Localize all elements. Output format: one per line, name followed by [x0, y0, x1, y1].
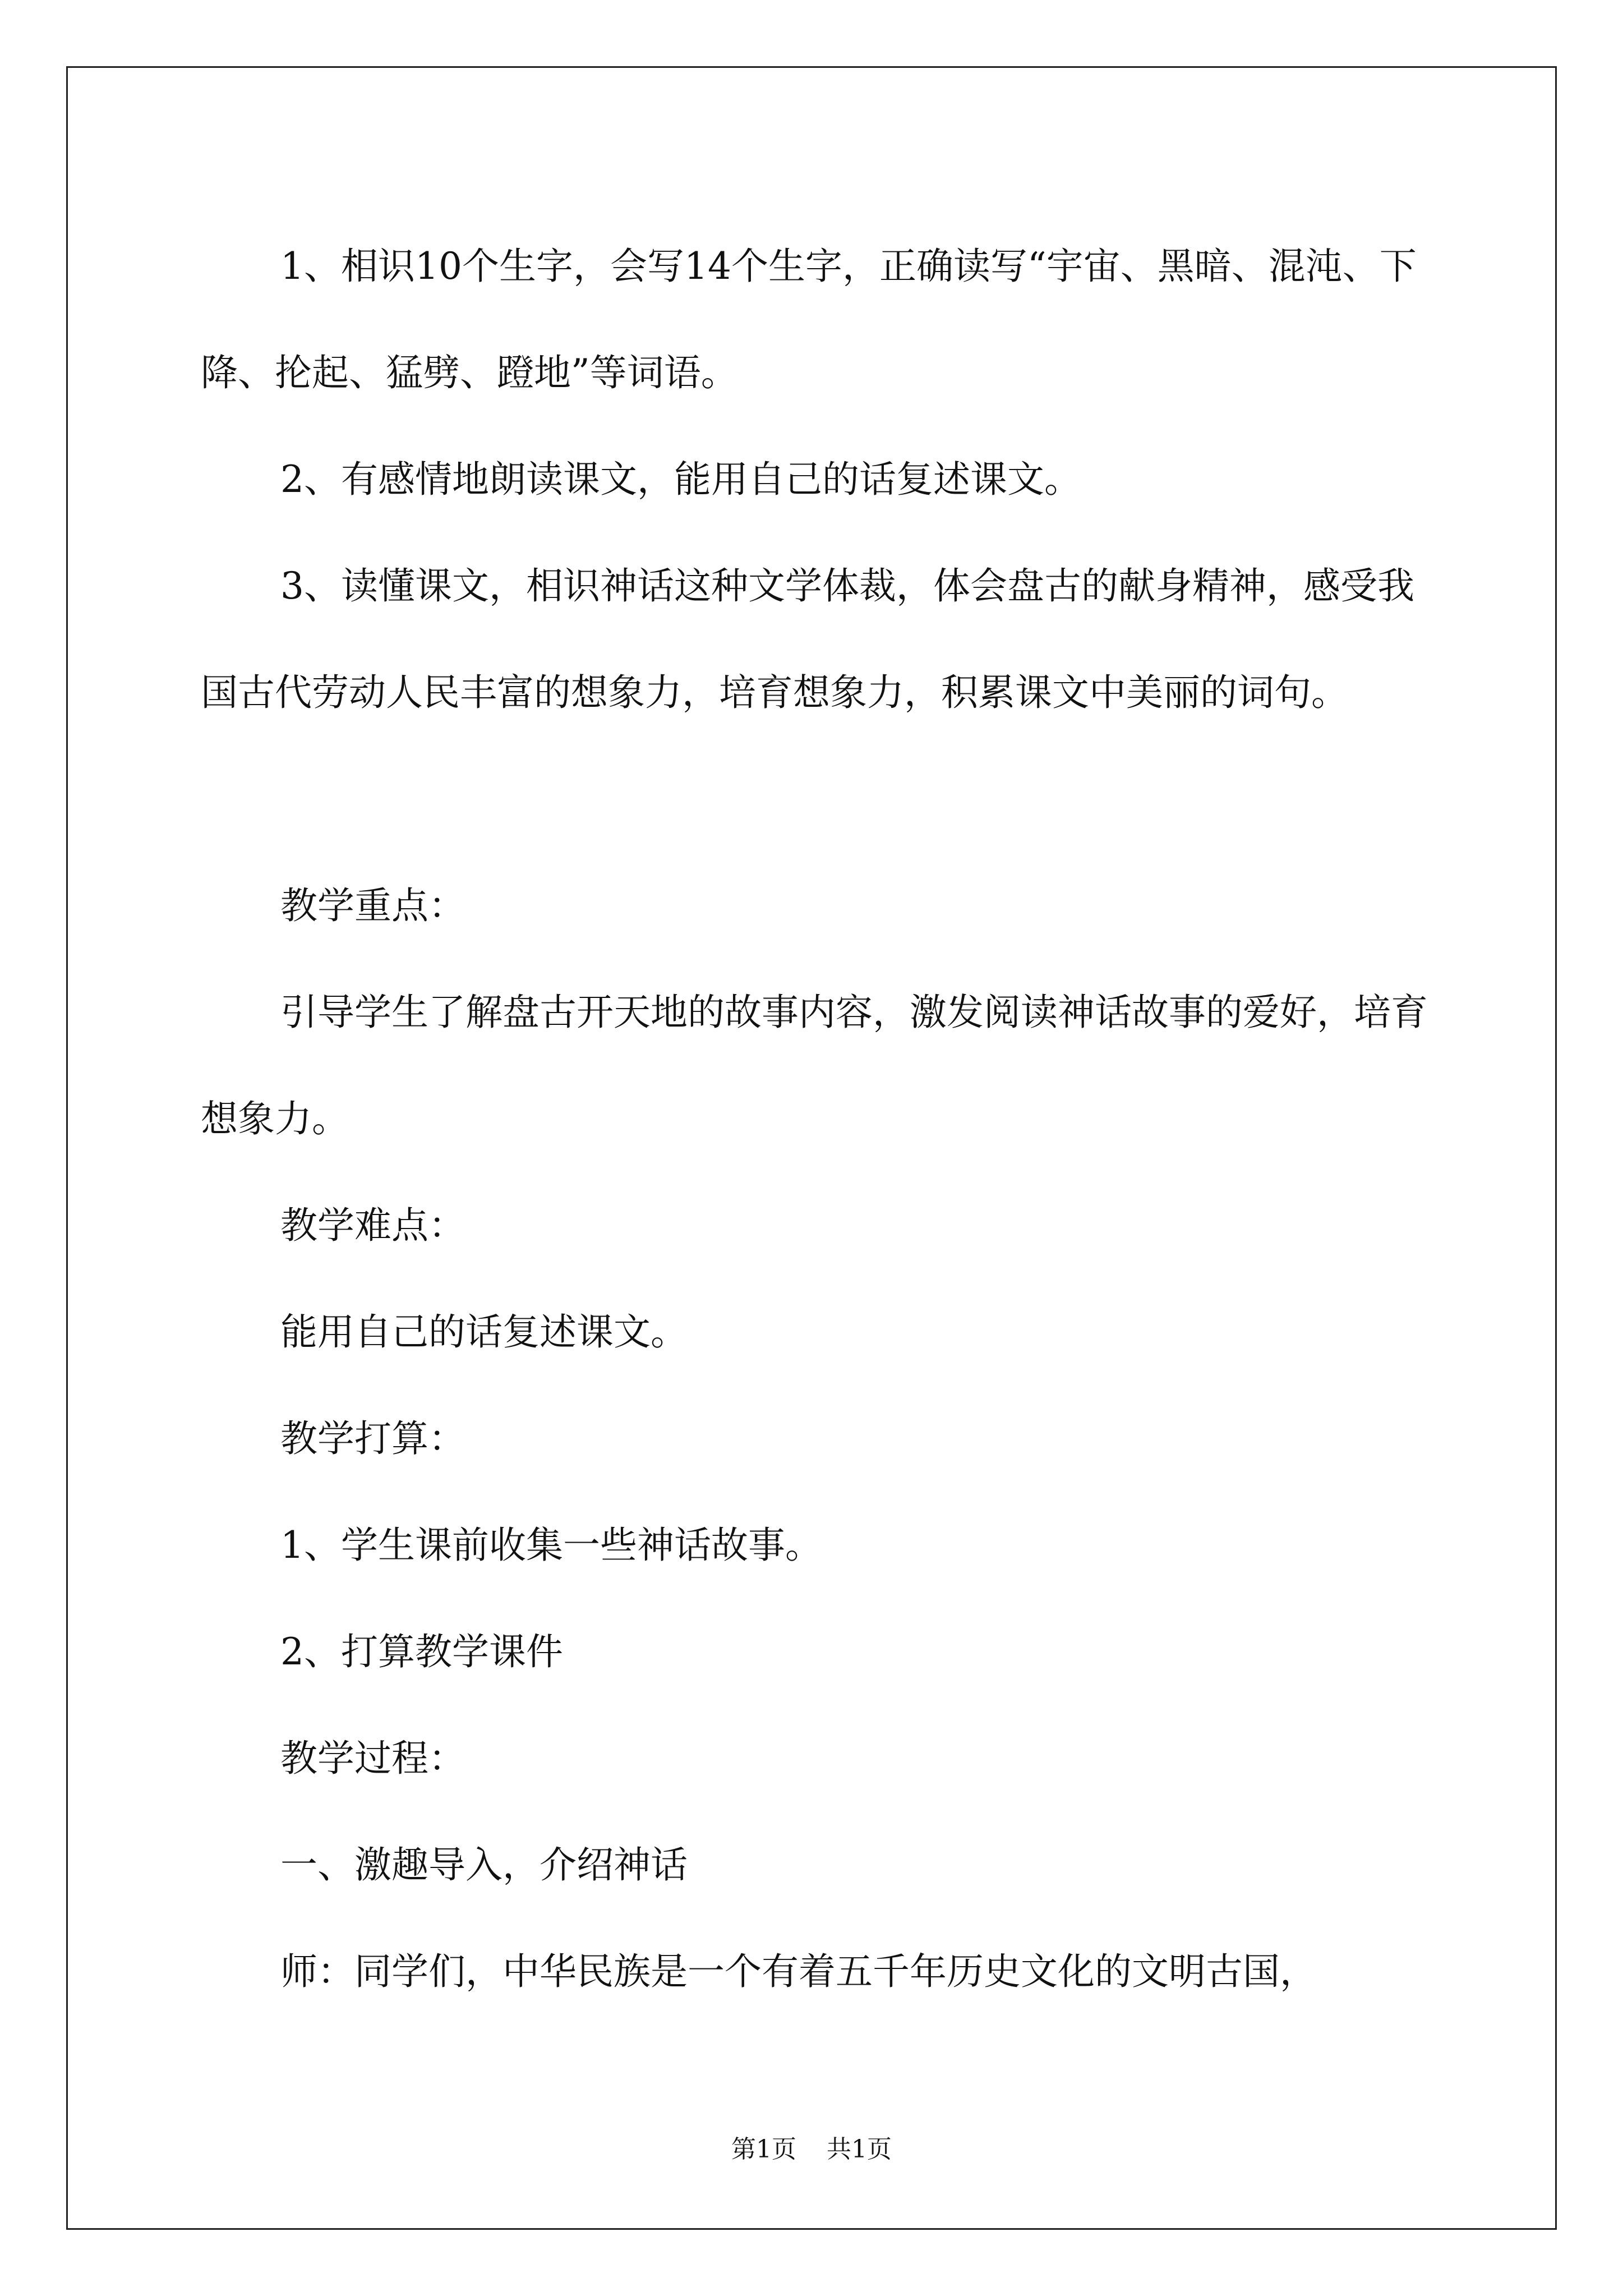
- paragraph-objective-2: 2、有感情地朗读课文，能用自己的话复述课文。: [280, 458, 1081, 501]
- paragraph-teaching-difficulty: 能用自己的话复述课文。: [280, 1310, 688, 1354]
- paragraph-objective-3: 3、读懂课文，相识神话这种文学体裁，体会盘古的献身精神，感受我国古代劳动人民丰富的想象力，培育想象力，积累课文中美丽的词句。: [201, 564, 1414, 714]
- paragraph-preparation-1: 1、学生课前收集一些神话故事。: [280, 1524, 822, 1567]
- paragraph-preparation-2: 2、打算教学课件: [280, 1630, 563, 1673]
- heading-teaching-focus: 教学重点：: [280, 884, 465, 927]
- page-number-current: 第1页: [731, 2135, 796, 2164]
- heading-teaching-process: 教学过程：: [280, 1737, 465, 1780]
- paragraph-teaching-focus: 引导学生了解盘古开天地的故事内容，激发阅读神话故事的爱好，培育想象力。: [201, 991, 1428, 1140]
- heading-teaching-difficulty: 教学难点：: [280, 1204, 465, 1247]
- paragraph-teacher-intro: 师：同学们，中华民族是一个有着五千年历史文化的文明古国，: [280, 1950, 1317, 1993]
- page-footer: [0, 2129, 1623, 2165]
- paragraph-objective-1: 1、相识10个生字，会写14个生字，正确读写“宇宙、黑暗、混沌、下降、抡起、猛劈、蹬地”等词语。: [201, 245, 1417, 394]
- heading-teaching-preparation: 教学打算：: [280, 1417, 465, 1460]
- heading-section-1: 一、激趣导入，介绍神话: [280, 1843, 688, 1887]
- page-number-total: 共1页: [827, 2135, 892, 2164]
